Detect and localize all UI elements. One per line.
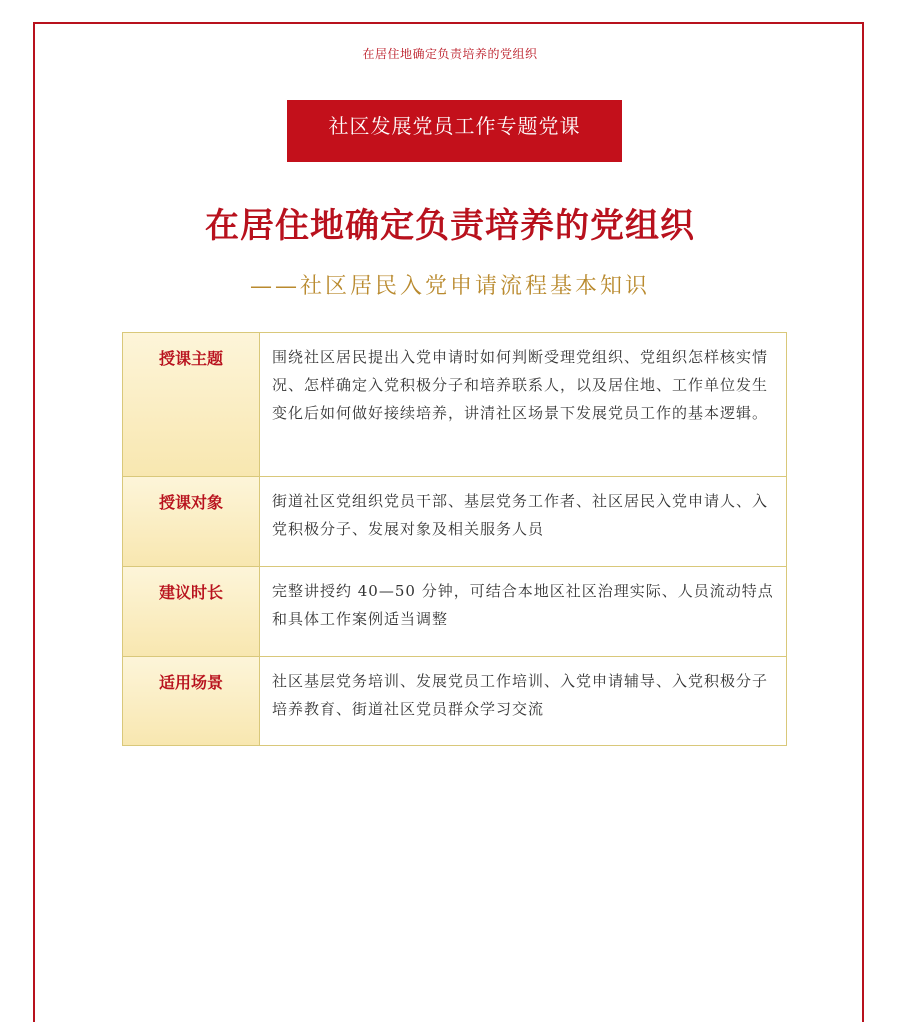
info-row-audience (123, 476, 786, 566)
info-row-duration (123, 566, 786, 656)
info-label-scenario: 适用场景 (123, 657, 260, 745)
page-title: 在居住地确定负责培养的党组织 (205, 206, 695, 246)
info-value-audience: 街道社区党组织党员干部、基层党务工作者、社区居民入党申请人、入党积极分子、发展对象及相关服务人员 (272, 492, 769, 538)
page-header-text: 在居住地确定负责培养的党组织 (362, 47, 538, 61)
info-label-audience: 授课对象 (123, 477, 260, 566)
page-subtitle: ——社区居民入党申请流程基本知识 (249, 274, 650, 299)
info-label-duration: 建议时长 (123, 567, 260, 656)
info-value-scenario: 社区基层党务培训、发展党员工作培训、入党申请辅导、入党积极分子培养教育、街道社区党员群众学习交流 (272, 672, 769, 718)
info-label-topic: 授课主题 (123, 333, 260, 476)
info-row-scenario (123, 656, 786, 745)
course-banner: 社区发展党员工作专题党课 (287, 100, 622, 162)
info-value-topic: 围绕社区居民提出入党申请时如何判断受理党组织、党组织怎样核实情况、怎样确定入党积极分子和培养联系人，以及居住地、工作单位发生变化后如何做好接续培养，讲清社区场景下发展党员工作的基本逻辑。 (272, 348, 769, 422)
course-info-table (122, 332, 787, 746)
info-row-topic (123, 333, 786, 476)
info-value-duration: 完整讲授约 40—50 分钟，可结合本地区社区治理实际、人员流动特点和具体工作案例适当调整 (272, 582, 774, 628)
